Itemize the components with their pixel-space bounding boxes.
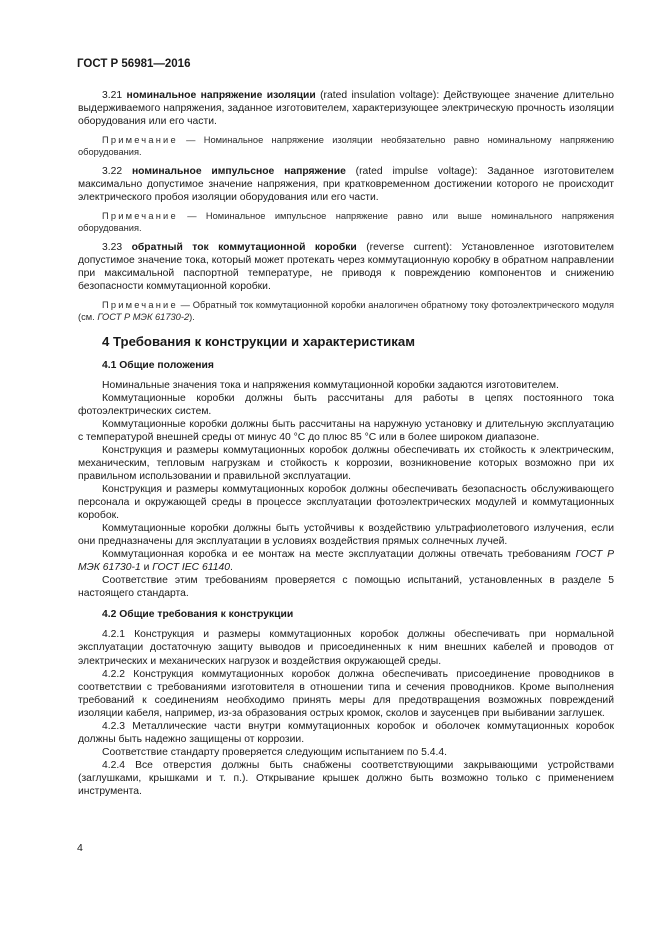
term-definition: Установленное изготовителем допустимое значение тока, который может протекать через коммутационную коробку в обратном направлении при максимальной паспортной температуре, не приводя к повреждению компонентов и снижению безопасности коммутационной коробки. [78,242,615,293]
paragraph: Коммутационные коробки должны быть рассчитаны на наружную установку и длительную эксплуатацию с температурой внешней среды от минус 40 °С до плюс 85 °С или в более широком диапазоне. [78,418,614,443]
paragraph-text: Коммутационная коробка и ее монтаж на месте эксплуатации должны отвечать требованиям [102,549,576,561]
paragraph: Номинальные значения тока и напряжения коммутационной коробки задаются изготовителем. [102,379,559,391]
note-text: — Номинальное импульсное напряжение равно или выше номинального напряжения оборудования. [78,211,614,234]
term-english: (rated impulse voltage): [355,166,478,178]
term-number: 3.21 [102,90,123,101]
term-definition: Заданное изготовителем максимально допустимое значение напряжения, при кратковременном достижении которого не происходит электрического пробоя изоляции оборудования или его части. [78,166,615,204]
note-3-21 [78,134,614,158]
paragraph: Конструкция и размеры коммутационных коробок должны обеспечивать безопасность обслуживающего персонала и окружающей среды в процессе эксплуатации фотоэлектрических модулей и коммутационных коробок. [78,483,614,522]
page-content [78,89,614,798]
term-3-23 [78,241,614,293]
paragraph-4-2-2: 4.2.2 Конструкция коммутационных коробок должна обеспечивать присоединение проводников в соответствии с требованиями изготовителя в отношении типа и сечения проводников. Кроме выполнения требований к соединениям необходимо принять меры для предотвращения возможных повреждений изоляции кабеля, например, из-за образования острых кромок, сколов и заусенцев при выбивании заглушек. [78,668,614,719]
standard-reference: ГОСТ Р МЭК 61730-1 [78,549,614,574]
paragraph: Соответствие этим требованиям проверяется с помощью испытаний, установленных в разделе 5 настоящего стандарта. [78,575,614,600]
term-3-21 [78,89,614,128]
note-3-23 [78,299,614,323]
term-english: (rated insulation voltage): [320,90,440,101]
term-definition: Действующее значение длительно выдерживаемого напряжения, заданное изготовителем, характеризующее электрическую прочность изоляции оборудования или его части. [78,90,615,128]
note-text: — Обратный ток коммутационной коробки аналогичен обратному току фотоэлектрического модуля (см. [78,300,614,323]
term-english: (reverse current): [366,242,453,254]
page-number: 4 [77,842,83,854]
term-number: 3.22 [102,166,123,178]
paragraph-4-2-4: 4.2.4 Все отверстия должны быть снабжены соответствующими закрывающими устройствами (заглушками, крышками и т. п.). Открывание крышек должно быть возможно только с применением инструмента. [78,759,614,797]
paragraph-4-2-3: 4.2.3 Металлические части внутри коммутационных коробок и оболочек коммутационных коробок должны быть надежно защищены от коррозии. [78,720,614,745]
term-3-22 [78,165,614,204]
paragraph: Коммутационные коробки должны быть рассчитаны для работы в цепях постоянного тока фотоэлектрических систем. [78,392,614,417]
standard-header: ГОСТ Р 56981—2016 [77,58,191,70]
subsection-4-2-heading: 4.2 Общие требования к конструкции [102,609,294,621]
note-end: ). [189,312,195,323]
subsection-4-1-heading: 4.1 Общие положения [102,359,214,371]
note-label: Примечание [102,211,178,222]
section-4-heading: 4 Требования к конструкции и характеристикам [102,334,415,350]
paragraph-text: и [140,562,153,574]
note-reference: ГОСТ Р МЭК 61730-2 [97,312,190,323]
paragraph-text: . [230,562,233,574]
paragraph-4-2-1: 4.2.1 Конструкция и размеры коммутационных коробок должны обеспечивать при нормальной эксплуатации достаточную защиту выводов и присоединенных к ним внешних кабелей и проводов от электрических и механических нагрузок и воздействия окружающей среды. [78,629,614,667]
paragraph: Коммутационные коробки должны быть устойчивы к воздействию ультрафиолетового излучения, если они предназначены для эксплуатации в условиях воздействия прямых солнечных лучей. [78,523,614,548]
paragraph-with-references [78,548,614,574]
note-label: Примечание [102,300,178,311]
term-name: номинальное импульсное напряжение [131,166,346,178]
term-number: 3.23 [102,242,123,254]
note-text: — Номинальное напряжение изоляции необязательно равно номинальному напряжению оборудования. [78,135,614,158]
standard-reference: ГОСТ IEC 61140 [152,562,231,574]
note-3-22 [78,210,614,234]
paragraph: Конструкция и размеры коммутационных коробок должны обеспечивать их стойкость к электрическим, механическим, тепловым нагрузкам и стойкость к коррозии, возникновение которых возможно при их правильном использовании и правильной эксплуатации. [78,444,614,482]
paragraph: Соответствие стандарту проверяется следующим испытанием по 5.4.4. [102,746,447,758]
term-name: номинальное напряжение изоляции [126,90,316,101]
term-name: обратный ток коммутационной коробки [131,242,357,254]
note-label: Примечание [102,135,178,146]
